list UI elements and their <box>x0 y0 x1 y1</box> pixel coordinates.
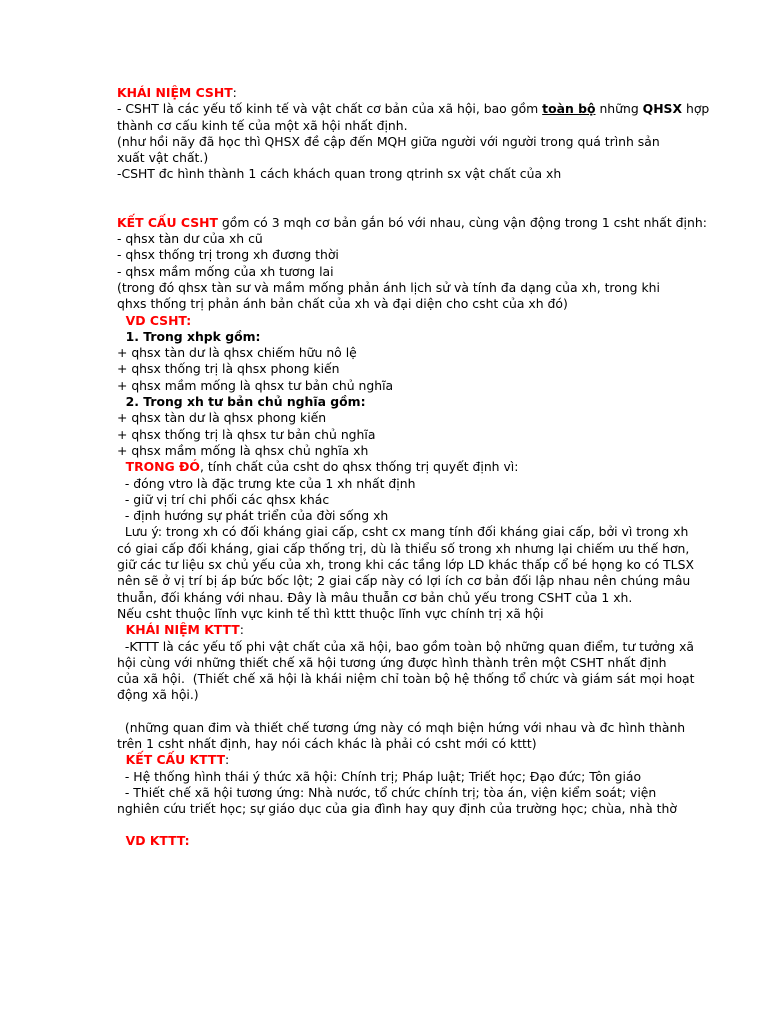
note-line: nên sẽ ở vị trí bị áp bức bốc lột; 2 giai cấp này có lợi ích cơ bản đối lập nhau nên chúng mâu <box>117 573 691 589</box>
note-line: Lưu ý: trong xh có đối kháng giai cấp, csht cx mang tính đối kháng giai cấp, bởi vì trong xh <box>117 524 689 540</box>
text-line: (như hồi nãy đã học thì QHSX đề cập đến MQH giữa người với người trong quá trình sản <box>117 133 660 149</box>
emphasis-toan-bo: toàn bộ <box>542 101 596 117</box>
list-item: - định hướng sự phát triển của đời sống xh <box>117 508 389 524</box>
csht-structure-heading-line: KẾT CẤU CSHT gồm có 3 mqh cơ bản gắn bó với nhau, cùng vận động trong 1 csht nhất định: <box>117 214 707 230</box>
list-item: - đóng vtro là đặc trưng kte của 1 xh nhất định <box>117 475 416 491</box>
note-line: giữ các tư liệu sx chủ yếu của xh, trong khi các tầng lớp LD khác thấp cổ bé họng ko có TLSX <box>117 557 694 573</box>
list-item: + qhsx thống trị là qhsx phong kiến <box>117 361 340 377</box>
text-line: - qhsx tàn dư của xh cũ <box>117 231 263 247</box>
list-item: + qhsx tàn dư là qhsx chiếm hữu nô lệ <box>117 345 357 361</box>
list-item: - giữ vị trí chi phối các qhsx khác <box>117 491 330 507</box>
text-line: Nếu csht thuộc lĩnh vực kinh tế thì kttt thuộc lĩnh vực chính trị xã hội <box>117 605 544 621</box>
list-item: + qhsx mầm mống là qhsx tư bản chủ nghĩa <box>117 377 394 393</box>
list-item: + qhsx mầm mống là qhsx chủ nghĩa xh <box>117 442 369 458</box>
document-page <box>117 85 710 850</box>
list-item: - Hệ thống hình thái ý thức xã hội: Chính trị; Pháp luật; Triết học; Đạo đức; Tôn giáo <box>117 768 642 784</box>
text-line: -CSHT đc hình thành 1 cách khách quan trong qtrinh sx vật chất của xh <box>117 166 562 182</box>
kttt-concept-heading: KHÁI NIỆM KTTT <box>117 622 240 638</box>
text-line: của xã hội. (Thiết chế xã hội là khái niệm chỉ toàn bộ hệ thống tổ chức và giám sát mọi hoạt <box>117 671 695 687</box>
text-line: hội cùng với những thiết chế xã hội tương ứng được hình thành trên một CSHT nhất định <box>117 654 667 670</box>
text-line: - qhsx mầm mống của xh tương lai <box>117 263 334 279</box>
trong-do-line: TRONG ĐÓ, tính chất của csht do qhsx thống trị quyết định vì: <box>117 459 519 475</box>
text-line: (trong đó qhsx tàn sư và mầm mống phản ánh lịch sử và tính đa dạng của xh, trong khi <box>117 279 660 295</box>
spacer <box>117 817 657 833</box>
kttt-concept-heading-line: KHÁI NIỆM KTTT: <box>117 622 244 638</box>
csht-structure-heading: KẾT CẤU CSHT <box>117 214 218 230</box>
text-line: qhxs thống trị phản ánh bản chất của xh và đại diện cho csht của xh đó) <box>117 296 568 312</box>
csht-concept-heading-line: KHÁI NIỆM CSHT: <box>117 85 237 100</box>
trong-do-heading: TRONG ĐÓ <box>117 459 200 475</box>
kttt-structure-heading: KẾT CẤU KTTT <box>117 752 226 768</box>
vd-csht-heading: VD CSHT: <box>117 312 192 328</box>
csht-definition-line: - CSHT là các yếu tố kinh tế và vật chất cơ bản của xã hội, bao gồm toàn bộ những QHSX hợp <box>117 101 710 117</box>
text-line: thành cơ cấu kinh tế của một xã hội nhất định. <box>117 117 408 133</box>
text-line: - qhsx thống trị trong xh đương thời <box>117 247 339 263</box>
list-item: + qhsx thống trị là qhsx tư bản chủ nghĩa <box>117 426 376 442</box>
spacer <box>117 183 657 215</box>
subheading-xh-tbcn: 2. Trong xh tư bản chủ nghĩa gồm: <box>117 394 366 410</box>
subheading-xhpk: 1. Trong xhpk gồm: <box>117 328 261 344</box>
text-line: xuất vật chất.) <box>117 150 209 166</box>
csht-concept-heading: KHÁI NIỆM CSHT <box>117 85 233 100</box>
list-item: - Thiết chế xã hội tương ứng: Nhà nước, tổ chức chính trị; tòa án, viện kiểm soát; viện <box>117 784 657 800</box>
note-line: thuẫn, đối kháng với nhau. Đây là mâu thuẫn cơ bản chủ yếu trong CSHT của 1 xh. <box>117 589 633 605</box>
text-line: (những quan đim và thiết chế tương ứng này có mqh biện hứng với nhau và đc hình thành <box>117 719 686 735</box>
text-line: động xã hội.) <box>117 687 199 703</box>
text-line: nghiên cứu triết học; sự giáo dục của gia đình hay quy định của trường học; chùa, nhà thờ <box>117 801 677 817</box>
text-line: -KTTT là các yếu tố phi vật chất của xã hội, bao gồm toàn bộ những quan điểm, tư tưởng xã <box>117 638 695 654</box>
emphasis-qhsx: QHSX <box>642 101 683 117</box>
spacer <box>117 704 657 720</box>
vd-kttt-heading: VD KTTT: <box>117 833 190 849</box>
text-line: trên 1 csht nhất định, hay nói cách khác là phải có csht mới có kttt) <box>117 735 537 751</box>
list-item: + qhsx tàn dư là qhsx phong kiến <box>117 410 327 426</box>
note-line: có giai cấp đối kháng, giai cấp thống trị, dù là thiểu số trong xh nhưng lại chiếm ưu thế hơn, <box>117 540 690 556</box>
kttt-structure-heading-line: KẾT CẤU KTTT: <box>117 752 230 768</box>
